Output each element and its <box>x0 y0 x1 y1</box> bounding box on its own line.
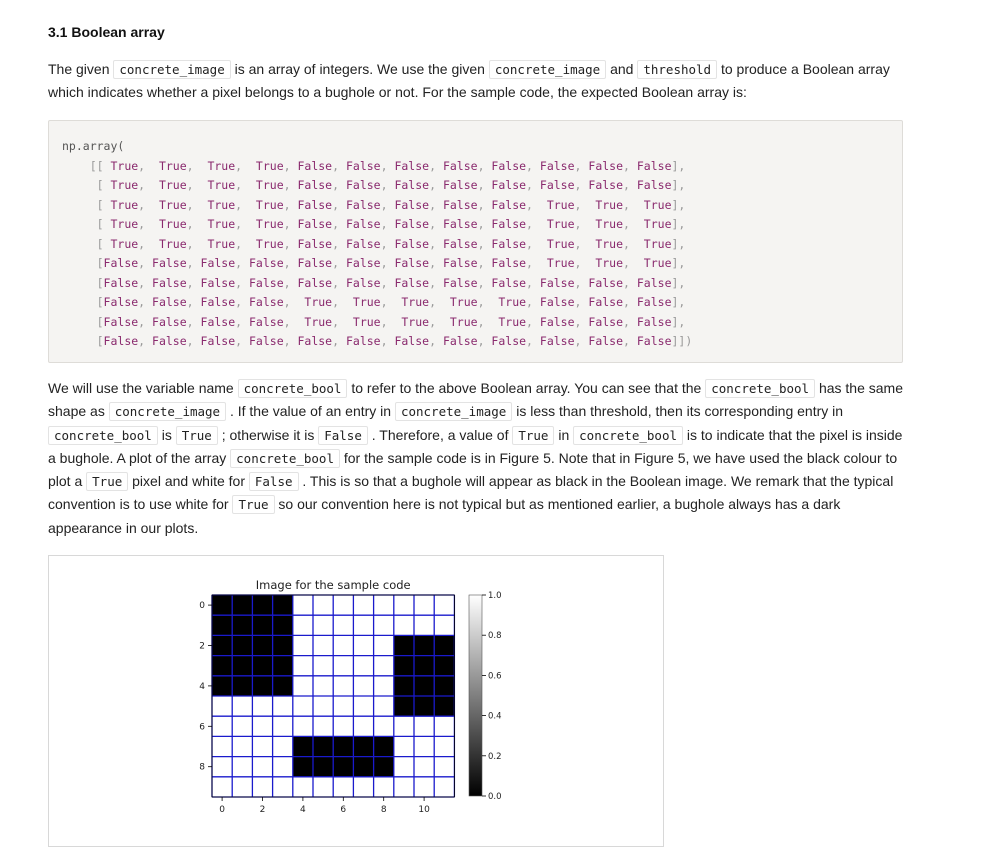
heatmap-cell <box>212 777 232 797</box>
code-line: [[ True, True, True, True, False, False, False, False, False, False, False, False], <box>62 158 686 173</box>
paragraph-text: . Therefore, a value of <box>367 426 513 443</box>
heatmap-cell <box>414 635 434 655</box>
colorbar-tick-label: 0.8 <box>488 631 502 642</box>
x-tick-label: 4 <box>300 805 306 815</box>
paragraph-text: is an array of integers. We use the given <box>230 61 489 77</box>
heatmap-cell <box>212 615 232 635</box>
heatmap-cell <box>374 635 394 655</box>
inline-code: concrete_bool <box>230 449 340 468</box>
heatmap-cell <box>313 777 333 797</box>
heatmap-cell <box>232 757 252 777</box>
code-line: [False, False, False, False, False, False, False, False, False, False, False, False], <box>62 275 686 290</box>
heatmap-cell <box>414 676 434 696</box>
heatmap-cell <box>273 615 293 635</box>
heatmap-cell <box>353 757 373 777</box>
colorbar-tick-label: 1.0 <box>488 591 502 601</box>
heatmap-cell <box>374 656 394 676</box>
figure-5 <box>48 555 664 847</box>
inline-code: concrete_image <box>113 60 230 79</box>
heatmap-cell <box>313 635 333 655</box>
inline-code: False <box>249 472 299 491</box>
heatmap-cell <box>374 696 394 716</box>
heatmap-cell <box>333 676 353 696</box>
code-line: [ True, True, True, True, False, False, False, False, False, True, True, True], <box>62 236 686 251</box>
paragraph-text: has the same shape as <box>48 380 903 420</box>
inline-code: True <box>232 495 274 514</box>
heatmap-cell <box>252 656 272 676</box>
heatmap-cell <box>293 676 313 696</box>
x-tick-label: 10 <box>418 805 430 815</box>
code-line: [False, False, False, False, True, True, True, True, True, False, False, False], <box>62 314 686 329</box>
inline-code: concrete_bool <box>705 379 815 398</box>
code-line: [False, False, False, False, False, False, False, False, False, False, False, False]]) <box>62 334 693 349</box>
heatmap-cell <box>333 635 353 655</box>
heatmap-cell <box>353 736 373 756</box>
code-line: [ True, True, True, True, False, False, False, False, False, False, False, False], <box>62 178 686 193</box>
chart-title: Image for the sample code <box>255 578 411 592</box>
heatmap-cell <box>252 696 272 716</box>
heatmap-cell <box>232 716 252 736</box>
heatmap-cell <box>313 676 333 696</box>
heatmap-cell <box>212 757 232 777</box>
paragraph-text: We will use the variable name <box>48 380 238 396</box>
heatmap-cell <box>353 656 373 676</box>
heatmap-cell <box>333 595 353 615</box>
heatmap-cell <box>273 736 293 756</box>
heatmap-cell <box>273 656 293 676</box>
code-block <box>48 120 903 363</box>
heatmap-cell <box>252 716 272 736</box>
heatmap-cell <box>212 716 232 736</box>
inline-code: True <box>176 426 218 445</box>
heatmap-cell <box>293 635 313 655</box>
heatmap-cell <box>434 656 454 676</box>
heatmap-cell <box>434 615 454 635</box>
heatmap-cell <box>353 595 373 615</box>
heatmap-cell <box>414 716 434 736</box>
heatmap-cell <box>252 635 272 655</box>
heatmap-cell <box>313 615 333 635</box>
heatmap-cell <box>434 736 454 756</box>
inline-code: concrete_image <box>395 402 512 421</box>
heatmap-figure <box>49 556 663 838</box>
heatmap-cell <box>394 676 414 696</box>
heatmap-cell <box>394 635 414 655</box>
heatmap-cell <box>293 615 313 635</box>
heatmap-cell <box>232 676 252 696</box>
heatmap-cell <box>293 595 313 615</box>
inline-code: threshold <box>637 60 717 79</box>
inline-code: concrete_image <box>109 402 226 421</box>
inline-code: concrete_bool <box>48 426 158 445</box>
heatmap-cell <box>353 696 373 716</box>
heatmap-cell <box>374 615 394 635</box>
paragraph-text: pixel and white for <box>128 473 249 490</box>
heatmap-cell <box>374 716 394 736</box>
intro-paragraph <box>48 58 908 105</box>
heatmap-cell <box>333 696 353 716</box>
heatmap-cell <box>232 736 252 756</box>
heatmap-cell <box>273 716 293 736</box>
colorbar-tick-label: 0.4 <box>488 711 502 722</box>
x-tick-label: 6 <box>340 805 347 815</box>
code-line: [False, False, False, False, True, True, True, True, True, False, False, False], <box>62 295 686 310</box>
heatmap-cell <box>434 595 454 615</box>
code-line: [ True, True, True, True, False, False, False, False, False, True, True, True], <box>62 197 686 212</box>
heatmap-cell <box>252 615 272 635</box>
heatmap-cell <box>293 656 313 676</box>
paragraph-text: . If the value of an entry in <box>226 403 395 420</box>
heatmap-cell <box>353 676 373 696</box>
heatmap-cell <box>414 757 434 777</box>
inline-code: True <box>86 472 128 491</box>
paragraph-text: and <box>606 61 638 77</box>
heatmap-cell <box>394 615 414 635</box>
heatmap-cell <box>414 595 434 615</box>
code-line: [ True, True, True, True, False, False, False, False, False, True, True, True], <box>62 217 686 232</box>
paragraph-text: for the sample code is in Figure 5. Note that in Figure 5, we have used the black colour to plot a <box>48 449 898 490</box>
inline-code: concrete_bool <box>238 379 348 398</box>
heatmap-cell <box>212 635 232 655</box>
heatmap-cell <box>394 696 414 716</box>
heatmap-cell <box>273 595 293 615</box>
heatmap-cell <box>394 656 414 676</box>
heatmap-cell <box>374 777 394 797</box>
heatmap-cell <box>252 595 272 615</box>
paragraph-text: to refer to the above Boolean array. You can see that the <box>347 380 706 396</box>
heatmap-cell <box>434 696 454 716</box>
heatmap-cell <box>313 736 333 756</box>
heatmap-cell <box>313 656 333 676</box>
heatmap-cell <box>353 777 373 797</box>
y-tick-label: 8 <box>199 762 205 773</box>
heatmap-cell <box>212 676 232 696</box>
heatmap-cell <box>252 757 272 777</box>
inline-code: concrete_image <box>489 60 606 79</box>
y-tick-label: 0 <box>199 601 205 612</box>
heatmap-cell <box>293 757 313 777</box>
colorbar <box>469 595 482 796</box>
heatmap-cell <box>333 757 353 777</box>
heatmap-cell <box>273 757 293 777</box>
heatmap-cell <box>374 676 394 696</box>
heatmap-cell <box>252 777 272 797</box>
heatmap-cell <box>333 736 353 756</box>
paragraph-text: in <box>554 426 574 443</box>
heatmap-cell <box>313 757 333 777</box>
inline-code: concrete_bool <box>573 426 683 445</box>
paragraph-text: is <box>157 426 176 443</box>
heatmap-cell <box>434 716 454 736</box>
heatmap-cell <box>232 777 252 797</box>
paragraph-text: . This is so that a bughole will appear as black in the Boolean image. We remark that the typical convention is to use white for <box>48 473 894 513</box>
heatmap-cell <box>252 736 272 756</box>
section-title: 3.1 Boolean array <box>48 24 165 40</box>
heatmap-cell <box>394 757 414 777</box>
heatmap-cell <box>414 777 434 797</box>
heatmap-cell <box>333 716 353 736</box>
heatmap-cell <box>414 656 434 676</box>
heatmap-cell <box>212 696 232 716</box>
y-tick-label: 4 <box>199 681 205 692</box>
paragraph-text: The given <box>48 61 114 77</box>
heatmap-cell <box>232 595 252 615</box>
heatmap-cell <box>414 615 434 635</box>
heatmap-cell <box>333 615 353 635</box>
colorbar-tick-label: 0.0 <box>488 792 502 802</box>
heatmap-cell <box>212 595 232 615</box>
colorbar-tick-label: 0.2 <box>488 751 502 762</box>
x-tick-label: 0 <box>219 805 225 815</box>
explanation-paragraph <box>48 377 908 540</box>
x-tick-label: 8 <box>380 805 387 815</box>
heatmap-cell <box>252 676 272 696</box>
inline-code: True <box>512 426 554 445</box>
heatmap-cell <box>434 757 454 777</box>
heatmap-cell <box>414 696 434 716</box>
paragraph-text: is to indicate that the pixel is inside a bughole. A plot of the array <box>48 426 903 466</box>
inline-code: False <box>318 426 368 445</box>
heatmap-cell <box>434 777 454 797</box>
heatmap-cell <box>313 716 333 736</box>
heatmap-cell <box>313 696 333 716</box>
heatmap-cell <box>434 676 454 696</box>
heatmap-cell <box>273 635 293 655</box>
paragraph-text: to produce a Boolean array which indicates whether a pixel belongs to a bughole or not. For the sample code, the expected Boolean array is: <box>48 61 890 101</box>
y-tick-label: 6 <box>199 722 205 733</box>
heatmap-cell <box>333 777 353 797</box>
heatmap-cell <box>232 696 252 716</box>
heatmap-cell <box>353 716 373 736</box>
heatmap-cell <box>212 736 232 756</box>
paragraph-text: is less than threshold, then its corresponding entry in <box>512 403 844 420</box>
heatmap-cell <box>232 656 252 676</box>
heatmap-cell <box>353 615 373 635</box>
y-tick-label: 2 <box>199 641 205 652</box>
heatmap-cell <box>374 757 394 777</box>
heatmap-cell <box>212 656 232 676</box>
paragraph-text: so our convention here is not typical but as mentioned earlier, a bughole always has a dark appearance in our plots. <box>48 496 841 536</box>
heatmap-cell <box>374 736 394 756</box>
heatmap-cell <box>394 736 414 756</box>
heatmap-cell <box>293 777 313 797</box>
code-text <box>62 137 692 352</box>
colorbar-tick-label: 0.6 <box>488 671 502 682</box>
heatmap-cell <box>394 777 414 797</box>
heatmap-cell <box>374 595 394 615</box>
heatmap-cell <box>232 635 252 655</box>
heatmap-cell <box>293 716 313 736</box>
heatmap-cell <box>434 635 454 655</box>
paragraph-text: ; otherwise it is <box>217 426 319 443</box>
heatmap-cell <box>232 615 252 635</box>
heatmap-cell <box>293 696 313 716</box>
heatmap-cell <box>273 696 293 716</box>
heatmap-cell <box>313 595 333 615</box>
heatmap-cell <box>333 656 353 676</box>
heatmap-cell <box>353 635 373 655</box>
heatmap-cell <box>273 777 293 797</box>
x-tick-label: 2 <box>259 805 266 815</box>
heatmap-cell <box>394 716 414 736</box>
code-line: [False, False, False, False, False, False, False, False, False, True, True, True], <box>62 256 686 271</box>
heatmap-cell <box>293 736 313 756</box>
heatmap-cell <box>394 595 414 615</box>
heatmap-cell <box>414 736 434 756</box>
code-header: np.array( <box>62 139 125 153</box>
heatmap-cell <box>273 676 293 696</box>
